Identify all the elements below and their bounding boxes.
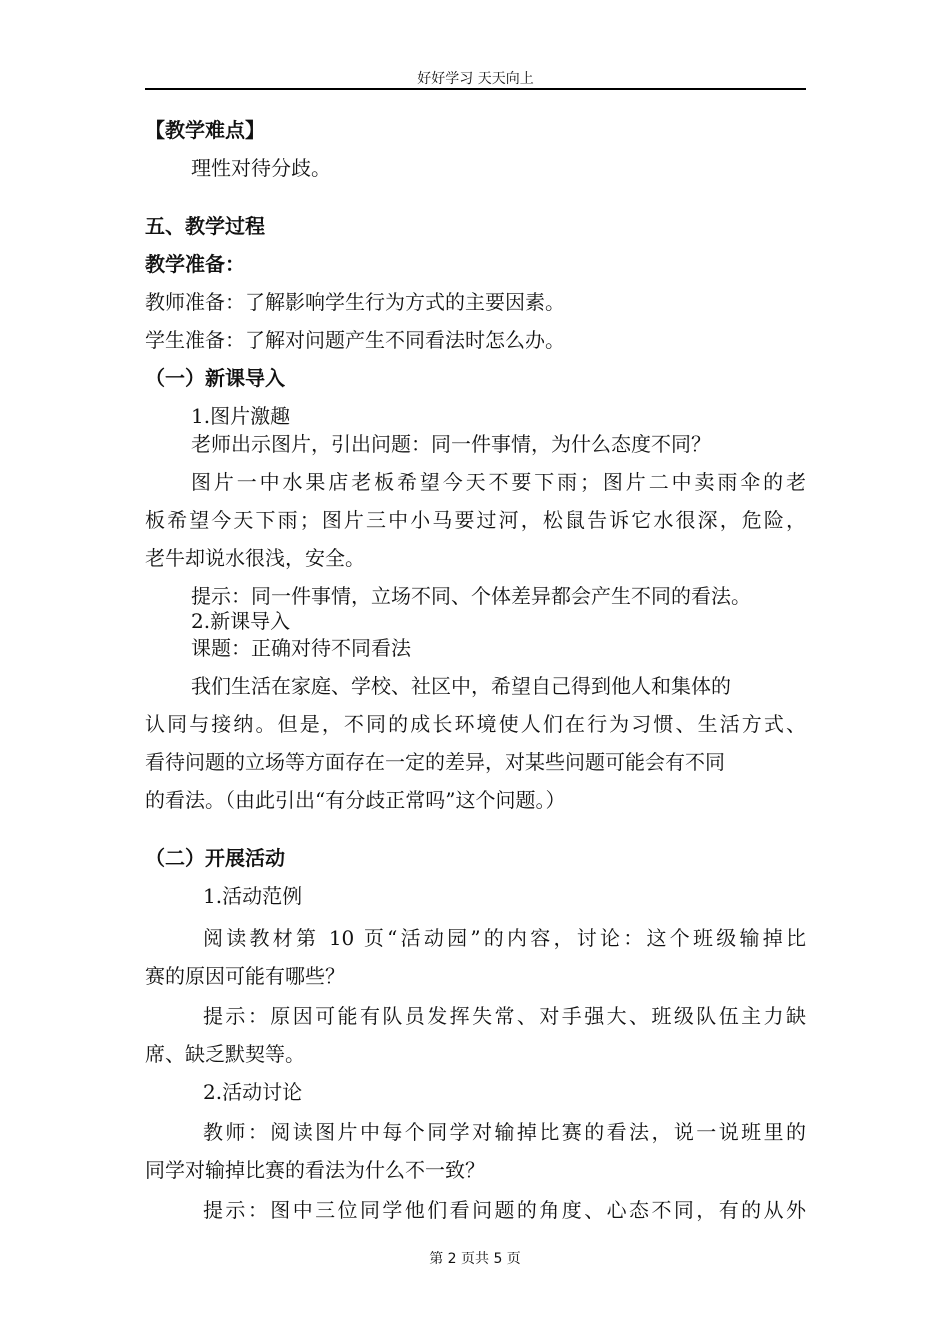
paragraph: 1.图片激趣 bbox=[191, 404, 291, 428]
page-footer: 第 2 页共 5 页 bbox=[429, 1251, 521, 1267]
part2-heading: （二）开展活动 bbox=[145, 846, 285, 870]
paragraph: 2.新课导入 bbox=[191, 609, 291, 633]
paragraph: 提示：原因可能有队员发挥失常、对手强大、班级队伍主力缺 bbox=[203, 1004, 806, 1028]
paragraph: 1.活动范例 bbox=[203, 884, 303, 908]
process-heading: 五、教学过程 bbox=[145, 214, 265, 238]
student-prep: 学生准备：了解对问题产生不同看法时怎么办。 bbox=[145, 328, 565, 352]
difficulty-heading: 【教学难点】 bbox=[145, 118, 265, 142]
paragraph: 席、缺乏默契等。 bbox=[145, 1042, 305, 1066]
paragraph: 我们生活在家庭、学校、社区中，希望自己得到他人和集体的 bbox=[191, 674, 731, 698]
paragraph: 认同与接纳。但是，不同的成长环境使人们在行为习惯、生活方式、 bbox=[145, 712, 806, 736]
part1-heading: （一）新课导入 bbox=[145, 366, 285, 390]
prep-heading: 教学准备： bbox=[145, 252, 245, 276]
paragraph: 的看法。（由此引出“有分歧正常吗”这个问题。） bbox=[145, 788, 566, 812]
paragraph: 提示：图中三位同学他们看问题的角度、心态不同，有的从外 bbox=[203, 1198, 806, 1222]
difficulty-text: 理性对待分歧。 bbox=[191, 156, 331, 180]
paragraph: 老师出示图片，引出问题：同一件事情，为什么态度不同？ bbox=[191, 432, 711, 456]
paragraph: 课题：正确对待不同看法 bbox=[191, 636, 411, 660]
header-divider bbox=[145, 88, 806, 90]
paragraph: 同学对输掉比赛的看法为什么不一致？ bbox=[145, 1158, 485, 1182]
paragraph: 2.活动讨论 bbox=[203, 1080, 303, 1104]
teacher-prep: 教师准备：了解影响学生行为方式的主要因素。 bbox=[145, 290, 565, 314]
paragraph: 阅读教材第 10 页“活动园”的内容，讨论：这个班级输掉比 bbox=[203, 926, 806, 950]
paragraph: 图片一中水果店老板希望今天不要下雨；图片二中卖雨伞的老 bbox=[191, 470, 806, 494]
paragraph: 教师：阅读图片中每个同学对输掉比赛的看法，说一说班里的 bbox=[203, 1120, 806, 1144]
paragraph: 提示：同一件事情，立场不同、个体差异都会产生不同的看法。 bbox=[191, 584, 751, 608]
paragraph: 板希望今天下雨；图片三中小马要过河，松鼠告诉它水很深，危险， bbox=[145, 508, 806, 532]
paragraph: 看待问题的立场等方面存在一定的差异，对某些问题可能会有不同 bbox=[145, 750, 725, 774]
paragraph: 老牛却说水很浅，安全。 bbox=[145, 546, 365, 570]
paragraph: 赛的原因可能有哪些？ bbox=[145, 964, 345, 988]
page-header: 好好学习 天天向上 bbox=[417, 71, 534, 87]
